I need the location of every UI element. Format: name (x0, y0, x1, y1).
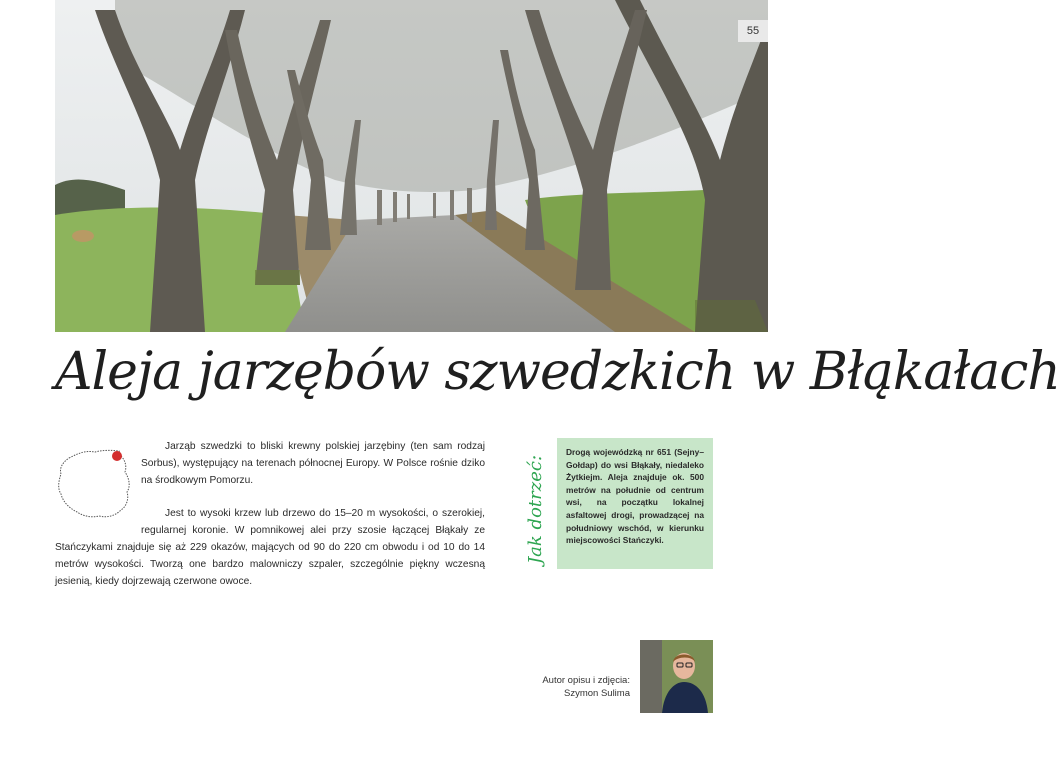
author-name: Szymon Sulima (564, 688, 630, 699)
access-heading: Jak dotrzeć: (525, 454, 547, 564)
author-photo (640, 640, 713, 713)
poland-location-map (55, 446, 135, 520)
body-paragraph-1: Jarząb szwedzki to bliski krewny polskiej jarzębiny (ten sam rodzaj Sorbus), występujący na terenach północnej Europy. W Polsce rośnie dziko na środkowym Pomorzu. (141, 441, 485, 486)
access-info-box: Drogą wojewódzką nr 651 (Sejny–Gołdap) do wsi Błąkały, niedaleko Żytkiejm. Aleja znajduje ok. 500 metrów na południe od centrum wsi, na początku lokalnej asfaltowej drogi, prowadzącej na południowy wschód, w kierunku miejscowości Stańczyki. (557, 438, 713, 569)
hero-photo (55, 0, 768, 332)
author-portrait-icon (640, 640, 713, 713)
author-label: Autor opisu i zdjęcia: (542, 675, 630, 686)
tree-avenue-illustration (55, 0, 768, 332)
page-number: 55 (738, 20, 768, 42)
author-credit (520, 674, 630, 700)
poland-outline-icon (55, 446, 135, 520)
body-paragraph-2: Jest to wysoki krzew lub drzewo do 15–20 m wysokości, o szerokiej, regularnej koronie. W pomnikowej alei przy szosie łączącej Błąkały ze Stańczykami znajduje się aż 229 okazów, mających od 90 do 220 cm obwodu i od 10 do 14 metrów wysokości. Tworzą one bardzo malowniczy szpaler, szczególnie piękny wczesną jesienią, kiedy dojrzewają czerwone owoce. (55, 508, 485, 587)
location-marker-icon (112, 451, 122, 461)
article-title: Aleja jarzębów szwedzkich w Błąkałach (55, 342, 1060, 402)
